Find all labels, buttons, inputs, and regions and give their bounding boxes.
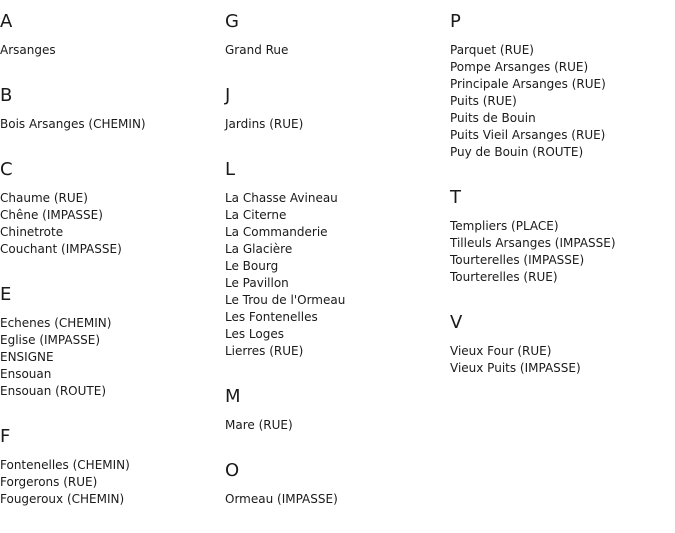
street-link-principale-arsanges-rue[interactable]: Principale Arsanges (RUE) [450,77,606,91]
letter-group-l [225,158,445,360]
street-link-chene-impasse[interactable]: Chêne (IMPASSE) [0,208,103,222]
letter-heading: E [0,284,12,305]
letter-group-a [0,10,220,59]
letter-heading: F [0,426,11,447]
letter-heading: L [225,159,236,180]
letter-group-c [0,158,220,258]
letter-heading: T [450,187,461,208]
street-link-la-commanderie[interactable]: La Commanderie [225,225,328,239]
street-link-la-citerne[interactable]: La Citerne [225,208,287,222]
street-link-puits-vieil-arsanges-rue[interactable]: Puits Vieil Arsanges (RUE) [450,128,606,142]
street-link-puy-de-bouin-route[interactable]: Puy de Bouin (ROUTE) [450,145,584,159]
letter-heading: M [225,386,241,407]
letter-heading: B [0,85,13,106]
street-link-la-glaciere[interactable]: La Glacière [225,242,293,256]
street-list [0,315,220,400]
street-link-les-loges[interactable]: Les Loges [225,327,284,341]
street-list [0,42,220,59]
street-link-grand-rue[interactable]: Grand Rue [225,43,289,57]
street-link-les-fontenelles[interactable]: Les Fontenelles [225,310,318,324]
street-link-ormeau-impasse[interactable]: Ormeau (IMPASSE) [225,492,338,506]
letter-group-b [0,84,220,133]
street-link-bois-arsanges-chemin[interactable]: Bois Arsanges (CHEMIN) [0,117,146,131]
index-column-1 [0,10,220,533]
letter-heading: G [225,11,239,32]
letter-group-v [450,311,670,377]
letter-heading: J [225,85,231,106]
street-list [450,42,670,161]
street-link-puits-de-bouin[interactable]: Puits de Bouin [450,111,536,125]
street-link-ensigne[interactable]: ENSIGNE [0,350,54,364]
street-link-fontenelles-chemin[interactable]: Fontenelles (CHEMIN) [0,458,130,472]
street-link-ensouan-route[interactable]: Ensouan (ROUTE) [0,384,107,398]
street-list [0,190,220,258]
street-link-couchant-impasse[interactable]: Couchant (IMPASSE) [0,242,122,256]
letter-heading: V [450,312,463,333]
street-link-tilleuls-arsanges-impasse[interactable]: Tilleuls Arsanges (IMPASSE) [450,236,616,250]
street-link-vieux-four-rue[interactable]: Vieux Four (RUE) [450,344,552,358]
street-link-le-pavillon[interactable]: Le Pavillon [225,276,289,290]
letter-group-f [0,425,220,508]
letter-group-e [0,283,220,400]
street-list [225,42,445,59]
street-link-fougeroux-chemin[interactable]: Fougeroux (CHEMIN) [0,492,125,506]
street-link-vieux-puits-impasse[interactable]: Vieux Puits (IMPASSE) [450,361,581,375]
letter-group-j [225,84,445,133]
street-link-tourterelles-impasse[interactable]: Tourterelles (IMPASSE) [450,253,585,267]
street-link-la-chasse-avineau[interactable]: La Chasse Avineau [225,191,338,205]
letter-heading: P [450,11,461,32]
street-link-templiers-place[interactable]: Templiers (PLACE) [450,219,559,233]
letter-group-o [225,459,445,508]
letter-group-p [450,10,670,161]
street-list [225,116,445,133]
street-list [225,190,445,360]
street-list [0,457,220,508]
letter-heading: O [225,460,240,481]
letter-group-t [450,186,670,286]
street-link-mare-rue[interactable]: Mare (RUE) [225,418,293,432]
street-list [225,491,445,508]
street-link-pompe-arsanges-rue[interactable]: Pompe Arsanges (RUE) [450,60,589,74]
street-link-chinetrote[interactable]: Chinetrote [0,225,64,239]
letter-group-m [225,385,445,434]
street-link-parquet-rue[interactable]: Parquet (RUE) [450,43,534,57]
street-link-forgerons-rue[interactable]: Forgerons (RUE) [0,475,98,489]
index-column-3 [450,10,670,402]
street-link-arsanges[interactable]: Arsanges [0,43,56,57]
street-link-echenes-chemin[interactable]: Echenes (CHEMIN) [0,316,112,330]
street-link-le-trou-de-l-ormeau[interactable]: Le Trou de l'Ormeau [225,293,346,307]
street-link-jardins-rue[interactable]: Jardins (RUE) [225,117,304,131]
street-link-ensouan[interactable]: Ensouan [0,367,52,381]
street-link-eglise-impasse[interactable]: Eglise (IMPASSE) [0,333,101,347]
street-link-chaume-rue[interactable]: Chaume (RUE) [0,191,88,205]
street-list [450,343,670,377]
letter-group-g [225,10,445,59]
letter-heading: C [0,159,13,180]
street-link-le-bourg[interactable]: Le Bourg [225,259,279,273]
street-link-tourterelles-rue[interactable]: Tourterelles (RUE) [450,270,558,284]
street-list [450,218,670,286]
letter-heading: A [0,11,13,32]
street-list [225,417,445,434]
street-link-lierres-rue[interactable]: Lierres (RUE) [225,344,304,358]
street-link-puits-rue[interactable]: Puits (RUE) [450,94,517,108]
street-list [0,116,220,133]
index-column-2 [225,10,445,533]
